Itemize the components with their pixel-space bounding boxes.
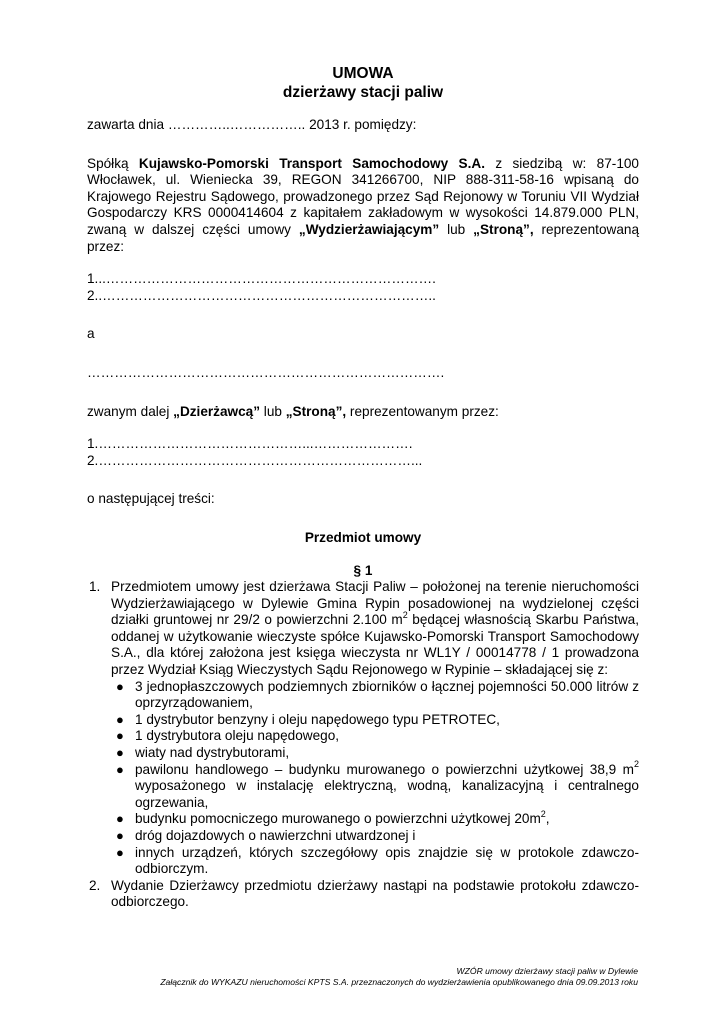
clause-list	[87, 579, 639, 911]
clause-item-1: 1. Przedmiotem umowy jest dzierżawa Stacji Paliw – położonej na terenie nieruchomości Wydzierżawiającego w Dylewie Gmina Rypin posadowionej na wydzielonej części działki gruntowej nr 29/2 o powierzchni 2.100 $m^2$ będącej własnością Skarbu Państwa, oddanej w użytkowanie wieczyste spółce Kujawsko-Pomorski Transport Samochodowy S.A., dla której założona jest księga wieczysta nr WL1Y / 00014778 / 1 prowadzona przez Wydział Ksiąg Wieczystych Sądu Rejonowego w Rypinie – składającej się z: ● 3 jednopłaszczowych podziemnych zbiorników o łącznej pojemności 50.000 litrów z oprzyrządowaniem, ● 1 dystrybutor benzyny i oleju napędowego typu PETROTEC, ● 1 dystrybutora oleju napędowego, ● wiaty nad dystrybutorami, ● pawilonu handlowego – budynku murowanego o powierzchni użytkowej 38,9 $m^2$ wyposażonego w instalację elektryczną, wodną, kanalizacyjną i centralnego ogrzewania, ● budynku pomocniczego murowanego o powierzchni użytkowej $20m^2$, ● dróg dojazdowych o nawierzchni utwardzonej i ● innych urządzeń, których szczegółowy opis znajdzie się w protokole zdawczo-odbiorczym.	[89, 579, 639, 877]
document-title: UMOWA	[332, 65, 394, 82]
section-title: Przedmiot umowy	[304, 529, 422, 545]
bullet-icon: ●	[116, 745, 124, 761]
party2-representative-1: 1.………………………………………...………………….	[87, 436, 413, 452]
party1-role: „Wydzierżawiającym”	[298, 221, 440, 237]
party1-description: Spółką Kujawsko-Pomorski Transport Samochodowy S.A. z siedzibą w: 87-100 Włocławek, ul. Wieniecka 39, REGON 341266700, NIP 888-311-58-16 wpisaną do Krajowego Rejestru Sądowego, prowadzonego przez Sąd Rejonowy w Toruniu VII Wydział Gospodarczy KRS 0000414604 z kapitałem zakładowym w wysokości 14.879.000 PLN, zwaną w dalszej części umowy „Wydzierżawiającym” lub „Stroną”, reprezentowaną przez:	[87, 155, 640, 254]
list-item: ● budynku pomocniczego murowanego o powierzchni użytkowej $20m^2$,	[116, 808, 550, 827]
contract-date-line: zawarta dnia …………..…………….. 2013 r. pomiędzy:	[87, 117, 417, 132]
footer-line-2: Załącznik do WYKAZU nieruchomości KPTS S.A. przeznaczonych do wydzierżawienia opublikowanego dnia 09.09.2013 roku	[160, 977, 638, 987]
clause-item-2: 2. Wydanie Dzierżawcy przedmiotu dzierżawy nastąpi na podstawie protokołu zdawczo-odbiorczego.	[89, 877, 639, 910]
list-item: ● 1 dystrybutora oleju napędowego,	[116, 728, 340, 744]
conjunction-a: a	[87, 326, 95, 342]
content-intro: o następującej treści:	[87, 491, 215, 507]
party2-name-line: …………………………………………………………………….	[87, 364, 445, 380]
facility-list	[111, 679, 639, 878]
party2-description: zwanym dalej „Dzierżawcą” lub „Stroną”, reprezentowanym przez:	[87, 403, 499, 419]
bullet-icon: ●	[116, 811, 124, 827]
paragraph-mark: § 1	[353, 562, 373, 578]
bullet-icon: ●	[116, 678, 124, 694]
party1-company: Kujawsko-Pomorski Transport Samochodowy S.A.	[138, 155, 485, 171]
party1-representative-1: 1...……………………………………………………………….	[87, 271, 436, 287]
party2-representative-2: 2.……………………………………………………………...	[87, 452, 423, 468]
list-item: ● dróg dojazdowych o nawierzchni utwardzonej i	[116, 828, 416, 843]
bullet-icon: ●	[116, 828, 124, 843]
document-subtitle: dzierżawy stacji paliw	[282, 84, 444, 101]
party2-role: „Dzierżawcą”	[173, 403, 261, 419]
bullet-icon: ●	[116, 844, 124, 860]
list-item: ● pawilonu handlowego – budynku murowanego o powierzchni użytkowej 38,9 $m^2$ wyposażonego w instalację elektryczną, wodną, kanalizacyjną i centralnego ogrzewania,	[116, 759, 639, 810]
bullet-icon: ●	[116, 761, 124, 777]
list-item: ● 1 dystrybutor benzyny i oleju napędowego typu PETROTEC,	[116, 711, 500, 727]
bullet-icon: ●	[116, 728, 124, 744]
party1-representative-2: 2..………………………………………………………………..	[87, 287, 436, 303]
page-footer	[38, 966, 638, 988]
footer-line-1: WZÓR umowy dzierżawy stacji paliw w Dylewie	[456, 966, 638, 976]
list-item: ● 3 jednopłaszczowych podziemnych zbiorników o łącznej pojemności 50.000 litrów z oprzyrządowaniem,	[116, 678, 639, 711]
document-page	[87, 64, 639, 911]
list-item: ● wiaty nad dystrybutorami,	[116, 745, 290, 761]
list-item: ● innych urządzeń, których szczegółowy opis znajdzie się w protokole zdawczo-odbiorczym.	[116, 844, 639, 877]
bullet-icon: ●	[116, 711, 124, 727]
